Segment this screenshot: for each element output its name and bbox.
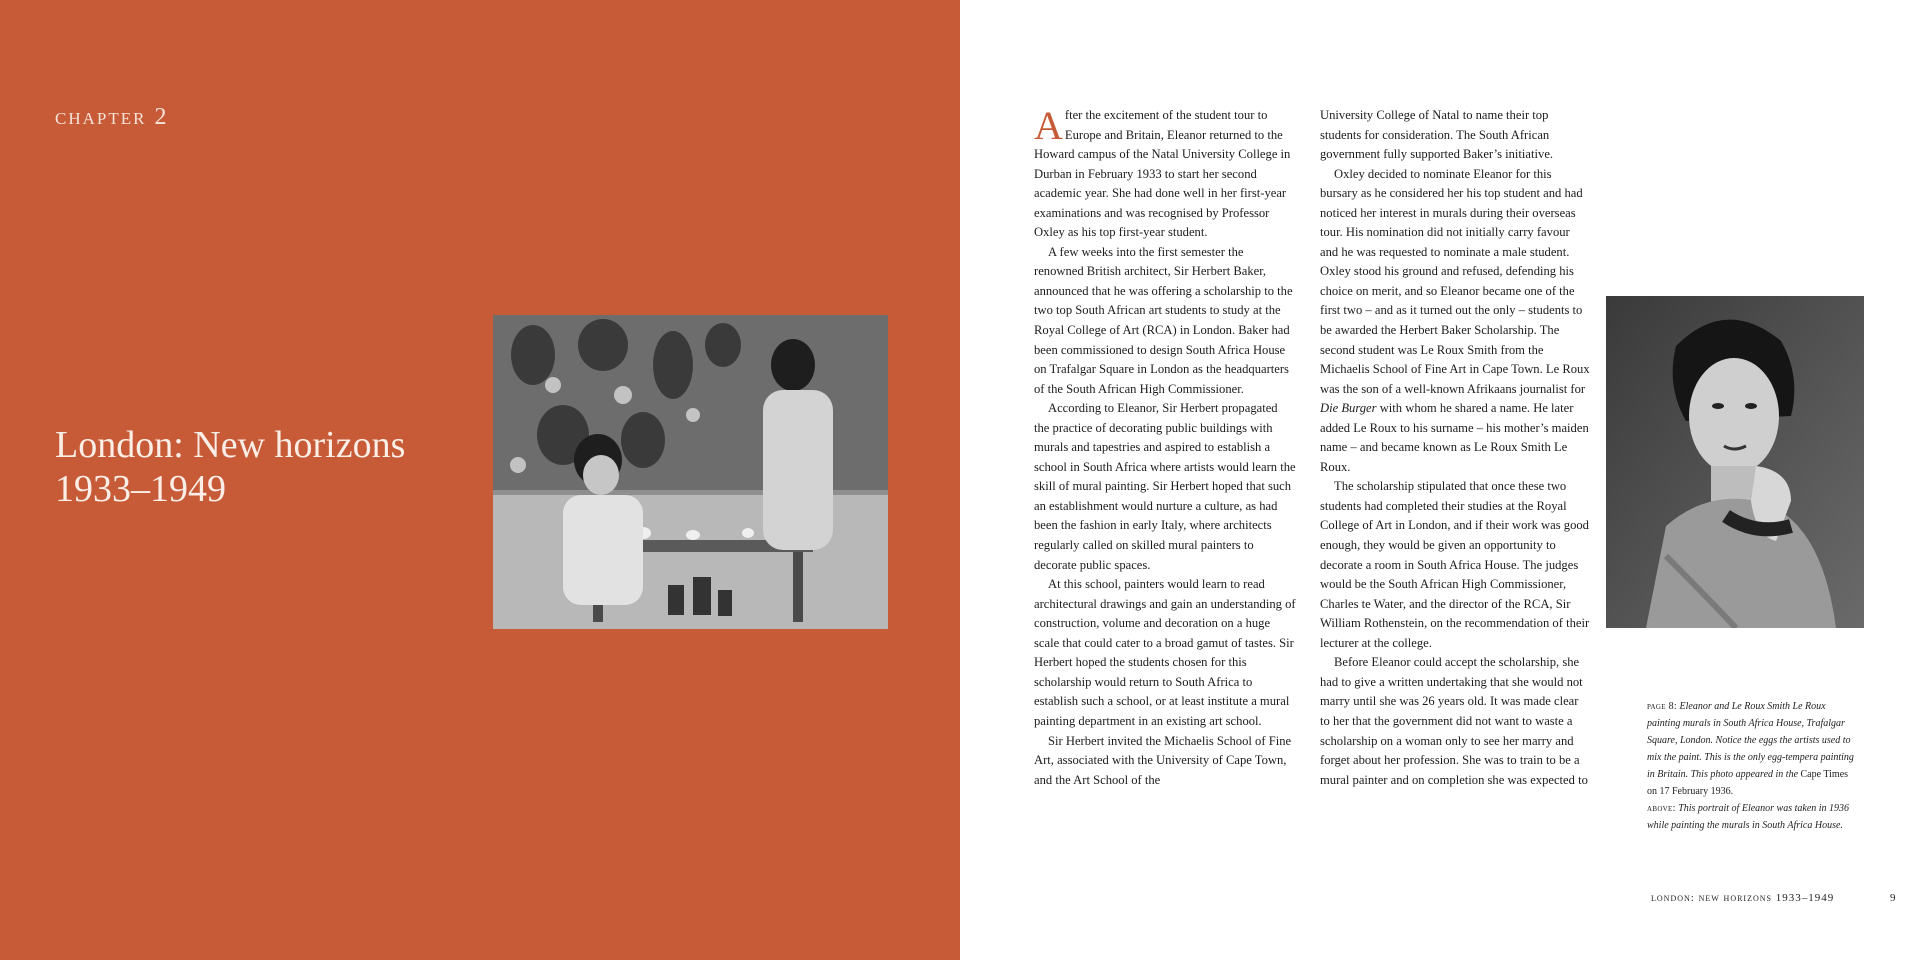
caption-text: Eleanor and Le Roux Smith Le Roux painting murals in South Africa House, Trafalgar Square, London. Notice the eggs the artists used to mix the paint. This is the only egg-tempera painting in Britain. This photo appeared in the xyxy=(1647,701,1854,780)
drop-cap: A xyxy=(1034,103,1063,148)
paragraph-text: fter the excitement of the student tour to Europe and Britain, Eleanor returned to the Howard campus of the Natal University College in Durban in February 1933 to start her second academic year. She had done well in her first-year examinations and was recognised by Professor Oxley as his top first-year student. xyxy=(1034,108,1291,240)
caption-above xyxy=(1647,800,1857,834)
paragraph: Before Eleanor could accept the scholarship, she had to give a written undertaking that she would not marry until she was 26 years old. It was made clear to her that the government did not want to waste a scholarship on a woman only to see her marry and forget about her profession. She was to train to be a mural painter and on completion she was expected to xyxy=(1320,655,1588,787)
paragraph-text: with whom he shared a name. He later added Le Roux to his surname – his mother’s maiden name – and became known as Le Roux Smith Le Roux. xyxy=(1320,401,1589,474)
paragraph: Sir Herbert invited the Michaelis School of Fine Art, associated with the University of Cape Town, and the Art School of the xyxy=(1034,733,1292,787)
running-head: london: new horizons 1933–1949 xyxy=(1651,892,1835,904)
page-number: 9 xyxy=(1890,892,1896,904)
chapter-title-years: 1933–1949 xyxy=(55,468,226,511)
caption-text: This portrait of Eleanor was taken in 1936 while painting the murals in South Africa House. xyxy=(1647,803,1850,831)
mural-photo xyxy=(493,315,888,629)
portrait-photo xyxy=(1606,296,1864,628)
caption-label: above: xyxy=(1647,803,1676,814)
paragraph: University College of Natal to name their top students for consideration. The South African government fully supported Baker’s initiative. xyxy=(1320,108,1554,162)
body-column-2 xyxy=(1320,106,1590,790)
paragraph: The scholarship stipulated that once these two students had completed their studies at the Royal College of Art in London, and if their work was good enough, they would be given an opportunity to decorate a room in South Africa House. The judges would be the South African High Commissioner, Charles te Water, and the director of the RCA, Sir William Rothenstein, on the recommendation of their lecturer at the college. xyxy=(1320,479,1590,650)
caption-text: Cape Times on 17 February 1936. xyxy=(1647,769,1849,797)
paragraph xyxy=(1034,103,1296,243)
chapter-label: chapter 2 xyxy=(55,104,169,130)
body-column-1 xyxy=(1034,103,1296,790)
paragraph xyxy=(1320,165,1590,478)
chapter-title-line1: London: New horizons xyxy=(55,424,406,467)
newspaper-name: Die Burger xyxy=(1320,401,1377,416)
chapter-title xyxy=(55,423,405,511)
photo-caption xyxy=(1647,698,1857,834)
paragraph: At this school, painters would learn to read architectural drawings and gain an understanding of construction, volume and decoration on a huge scale that could cater to a broad gamut of tastes. Sir Herbert hoped the students chosen for this scholarship would return to South Africa to establish such a school, or at least institute a mural painting department in an existing art school. xyxy=(1034,577,1296,728)
caption-label: page 8: xyxy=(1647,701,1678,712)
paragraph: A few weeks into the first semester the renowned British architect, Sir Herbert Baker, announced that he was offering a scholarship to the two top South African art students to study at the Royal College of Art (RCA) in London. Baker had been commissioned to design South Africa House on Trafalgar Square in London as the headquarters of the South African High Commissioner. xyxy=(1034,244,1293,396)
caption-page8 xyxy=(1647,698,1857,800)
paragraph-text: Oxley decided to nominate Eleanor for this bursary as he considered her his top student and had noticed her interest in murals during their overseas tour. His nomination did not initially carry favour and he was requested to nominate a male student. Oxley stood his ground and refused, defending his choice on merit, and so Eleanor became one of the first two – and as it turned out the only – students to be awarded the Herbert Baker Scholarship. The second student was Le Roux Smith from the Michaelis School of Fine Art in Cape Town. Le Roux was the son of a well-known Afrikaans journalist for xyxy=(1320,166,1590,396)
paragraph: According to Eleanor, Sir Herbert propagated the practice of decorating public buildings with murals and tapestries and aspired to establish a school in South Africa where artists would learn the skill of mural painting. Sir Herbert hoped that such an establishment would nurture a culture, as had been the fashion in early Italy, where architects regularly called on skilled mural painters to decorate public spaces. xyxy=(1034,401,1296,572)
